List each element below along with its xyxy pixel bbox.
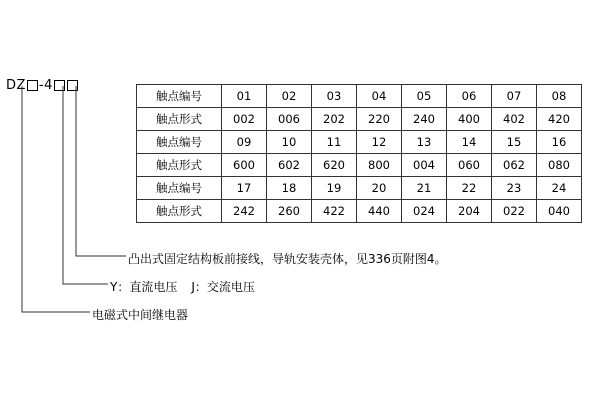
table-cell: 260: [267, 200, 312, 223]
table-cell: 006: [267, 108, 312, 131]
table-cell: 19: [312, 177, 357, 200]
table-cell: 17: [222, 177, 267, 200]
table-cell: 402: [492, 108, 537, 131]
table-cell: 04: [357, 85, 402, 108]
table-cell: 202: [312, 108, 357, 131]
table-row: [137, 200, 582, 223]
note-structure: 凸出式固定结构板前接线，导轨安装壳体，见336页附图4。: [128, 252, 447, 266]
table-cell: 07: [492, 85, 537, 108]
note-voltage: [110, 278, 255, 295]
table-cell: 13: [402, 131, 447, 154]
table-cell: 09: [222, 131, 267, 154]
table-cell: 002: [222, 108, 267, 131]
table-cell: 02: [267, 85, 312, 108]
table-cell: 060: [447, 154, 492, 177]
table-cell: 08: [537, 85, 582, 108]
table-cell: 22: [447, 177, 492, 200]
model-code-prefix: DZ: [6, 78, 26, 93]
note-device: 电磁式中间继电器: [92, 308, 189, 322]
table-cell: 16: [537, 131, 582, 154]
table-cell: 14: [447, 131, 492, 154]
table-row: [137, 85, 582, 108]
row-header: 触点形式: [137, 108, 222, 131]
row-header: 触点编号: [137, 177, 222, 200]
table-cell: 18: [267, 177, 312, 200]
table-cell: 004: [402, 154, 447, 177]
table-cell: 022: [492, 200, 537, 223]
table-cell: 024: [402, 200, 447, 223]
table-row: [137, 131, 582, 154]
row-header: 触点编号: [137, 131, 222, 154]
table-cell: 12: [357, 131, 402, 154]
table-cell: 800: [357, 154, 402, 177]
table-cell: 23: [492, 177, 537, 200]
table-cell: 620: [312, 154, 357, 177]
contact-table: [136, 84, 582, 223]
table-cell: 11: [312, 131, 357, 154]
row-header: 触点形式: [137, 154, 222, 177]
table-cell: 040: [537, 200, 582, 223]
contact-table-wrapper: [136, 84, 582, 223]
note-voltage-ac: J：交流电压: [191, 280, 255, 294]
table-cell: 240: [402, 108, 447, 131]
table-row: [137, 108, 582, 131]
table-cell: 600: [222, 154, 267, 177]
row-header: 触点编号: [137, 85, 222, 108]
table-cell: 06: [447, 85, 492, 108]
table-cell: 20: [357, 177, 402, 200]
table-row: [137, 177, 582, 200]
table-cell: 242: [222, 200, 267, 223]
table-cell: 05: [402, 85, 447, 108]
model-code-middle: -4: [38, 78, 53, 93]
table-cell: 062: [492, 154, 537, 177]
table-row: [137, 154, 582, 177]
table-cell: 01: [222, 85, 267, 108]
table-cell: 15: [492, 131, 537, 154]
table-cell: 422: [312, 200, 357, 223]
table-cell: 10: [267, 131, 312, 154]
table-cell: 204: [447, 200, 492, 223]
table-cell: 080: [537, 154, 582, 177]
row-header: 触点形式: [137, 200, 222, 223]
table-cell: 21: [402, 177, 447, 200]
note-voltage-dc: Y：直流电压: [110, 280, 178, 294]
table-cell: 24: [537, 177, 582, 200]
table-cell: 440: [357, 200, 402, 223]
table-cell: 400: [447, 108, 492, 131]
table-cell: 03: [312, 85, 357, 108]
table-cell: 220: [357, 108, 402, 131]
table-cell: 602: [267, 154, 312, 177]
table-cell: 420: [537, 108, 582, 131]
